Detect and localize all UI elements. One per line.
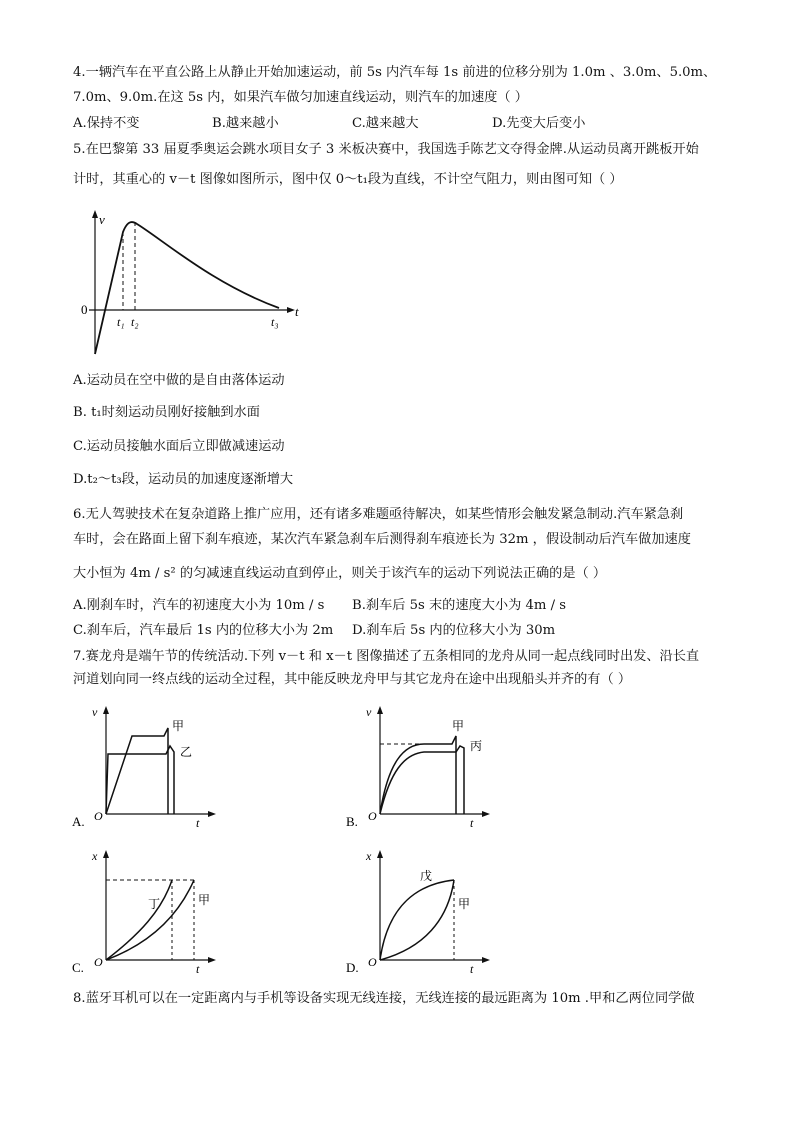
- q7-stem-line2: 河道划向同一终点线的运动全过程，其中能反映龙舟甲与其它龙舟在途中出现船头并齐的有（ ）: [73, 672, 632, 687]
- graph-c-label-jia: 甲: [198, 893, 211, 907]
- q5-option-c: C.运动员接触水面后立即做减速运动: [73, 439, 285, 454]
- q4-option-a: A.保持不变: [73, 116, 140, 131]
- graph-c-ding-curve: [106, 880, 172, 960]
- q5-option-a: A.运动员在空中做的是自由落体运动: [73, 373, 285, 388]
- q6-option-c: C.刹车后，汽车最后 1s 内的位移大小为 2m: [73, 623, 334, 638]
- graph-d-origin: O: [368, 955, 377, 969]
- graph-a-origin: O: [94, 809, 103, 823]
- graph-a-yi-curve: [106, 746, 174, 814]
- q4-stem-line2: 7.0m、9.0m.在这 5s 内，如果汽车做匀加速直线运动，则汽车的加速度（ ）: [73, 90, 528, 105]
- graph-a-jia-curve: [106, 728, 168, 814]
- graph-b-jia-curve: [380, 736, 456, 814]
- t-axis-label: t: [295, 304, 299, 319]
- q7-graph-d: [344, 846, 494, 976]
- q7-stem-line1: 7.赛龙舟是端午节的传统活动.下列 v－t 和 x－t 图像描述了五条相同的龙舟从同一起点线同时出发、沿长直: [73, 649, 700, 664]
- graph-a-label-yi: 乙: [180, 745, 193, 759]
- v-axis-label: v: [99, 212, 105, 227]
- t2-label: t₂: [131, 315, 139, 329]
- graph-d-label-jia: 甲: [458, 897, 471, 911]
- q6-option-a: A.刚刹车时，汽车的初速度大小为 10m / s: [73, 598, 325, 613]
- q4-option-c: C.越来越大: [352, 116, 419, 131]
- graph-b-bing-curve: [380, 746, 464, 814]
- q6-option-d: D.刹车后 5s 内的位移大小为 30m: [352, 623, 556, 638]
- graph-c-y-label: x: [92, 849, 98, 863]
- q7-graph-a: [70, 702, 220, 830]
- graph-c-x-label: t: [196, 962, 200, 976]
- origin-label: 0: [81, 302, 88, 317]
- q6-stem-line3: 大小恒为 4m / s² 的匀减速直线运动直到停止，则关于该汽车的运动下列说法正确的是（ ）: [73, 566, 607, 581]
- q5-option-b: B. t₁时刻运动员刚好接触到水面: [73, 405, 260, 420]
- q6-option-b: B.刹车后 5s 末的速度大小为 4m / s: [352, 598, 566, 613]
- graph-d-x-label: t: [470, 962, 474, 976]
- q5-vt-graph: [73, 204, 313, 360]
- graph-d-y-label: x: [366, 849, 372, 863]
- graph-b-label-bing: 丙: [470, 739, 483, 753]
- graph-a-y-label: v: [92, 705, 98, 719]
- graph-b-x-label: t: [470, 816, 474, 830]
- graph-c-origin: O: [94, 955, 103, 969]
- graph-b-letter: B.: [346, 814, 358, 829]
- graph-b-origin: O: [368, 809, 377, 823]
- graph-b-label-jia: 甲: [452, 719, 465, 733]
- graph-b-y-label: v: [366, 705, 372, 719]
- graph-c-label-ding: 丁: [148, 897, 161, 911]
- q4-stem-line1: 4.一辆汽车在平直公路上从静止开始加速运动，前 5s 内汽车每 1s 前进的位移分别为 1.0m 、3.0m、5.0m、: [73, 65, 717, 80]
- graph-a-label-jia: 甲: [172, 719, 185, 733]
- q7-graph-c: [70, 846, 220, 976]
- graph-d-label-wu: 戊: [420, 869, 433, 883]
- q5-stem-line1: 5.在巴黎第 33 届夏季奥运会跳水项目女子 3 米板决赛中，我国选手陈艺文夺得金牌.从运动员离开跳板开始: [73, 142, 699, 157]
- graph-a-letter: A.: [72, 814, 85, 829]
- graph-c-letter: C.: [72, 960, 84, 975]
- graph-d-wu-curve: [380, 880, 454, 960]
- q5-option-d: D.t₂～t₃段，运动员的加速度逐渐增大: [73, 472, 294, 487]
- graph-a-x-label: t: [196, 816, 200, 830]
- t-axis-arrow: [287, 307, 295, 313]
- graph-d-letter: D.: [346, 960, 359, 975]
- q4-option-d: D.先变大后变小: [492, 116, 586, 131]
- q8-stem-line1: 8.蓝牙耳机可以在一定距离内与手机等设备实现无线连接，无线连接的最远距离为 10m .甲和乙两位同学做: [73, 991, 695, 1006]
- t3-label: t₃: [271, 315, 279, 329]
- q4-option-b: B.越来越小: [212, 116, 279, 131]
- q5-stem-line2: 计时，其重心的 v－t 图像如图所示，图中仅 0～t₁段为直线，不计空气阻力，则由图可知（ ）: [73, 172, 623, 187]
- q6-stem-line2: 车时，会在路面上留下刹车痕迹，某次汽车紧急刹车后测得刹车痕迹长为 32m ，假设制动后汽车做加速度: [73, 532, 691, 547]
- t1-label: t₁: [117, 315, 125, 329]
- q7-graph-b: [344, 702, 494, 830]
- v-axis-arrow: [92, 210, 98, 218]
- q6-stem-line1: 6.无人驾驶技术在复杂道路上推广应用，还有诸多难题亟待解决，如某些情形会触发紧急制动.汽车紧急刹: [73, 507, 684, 522]
